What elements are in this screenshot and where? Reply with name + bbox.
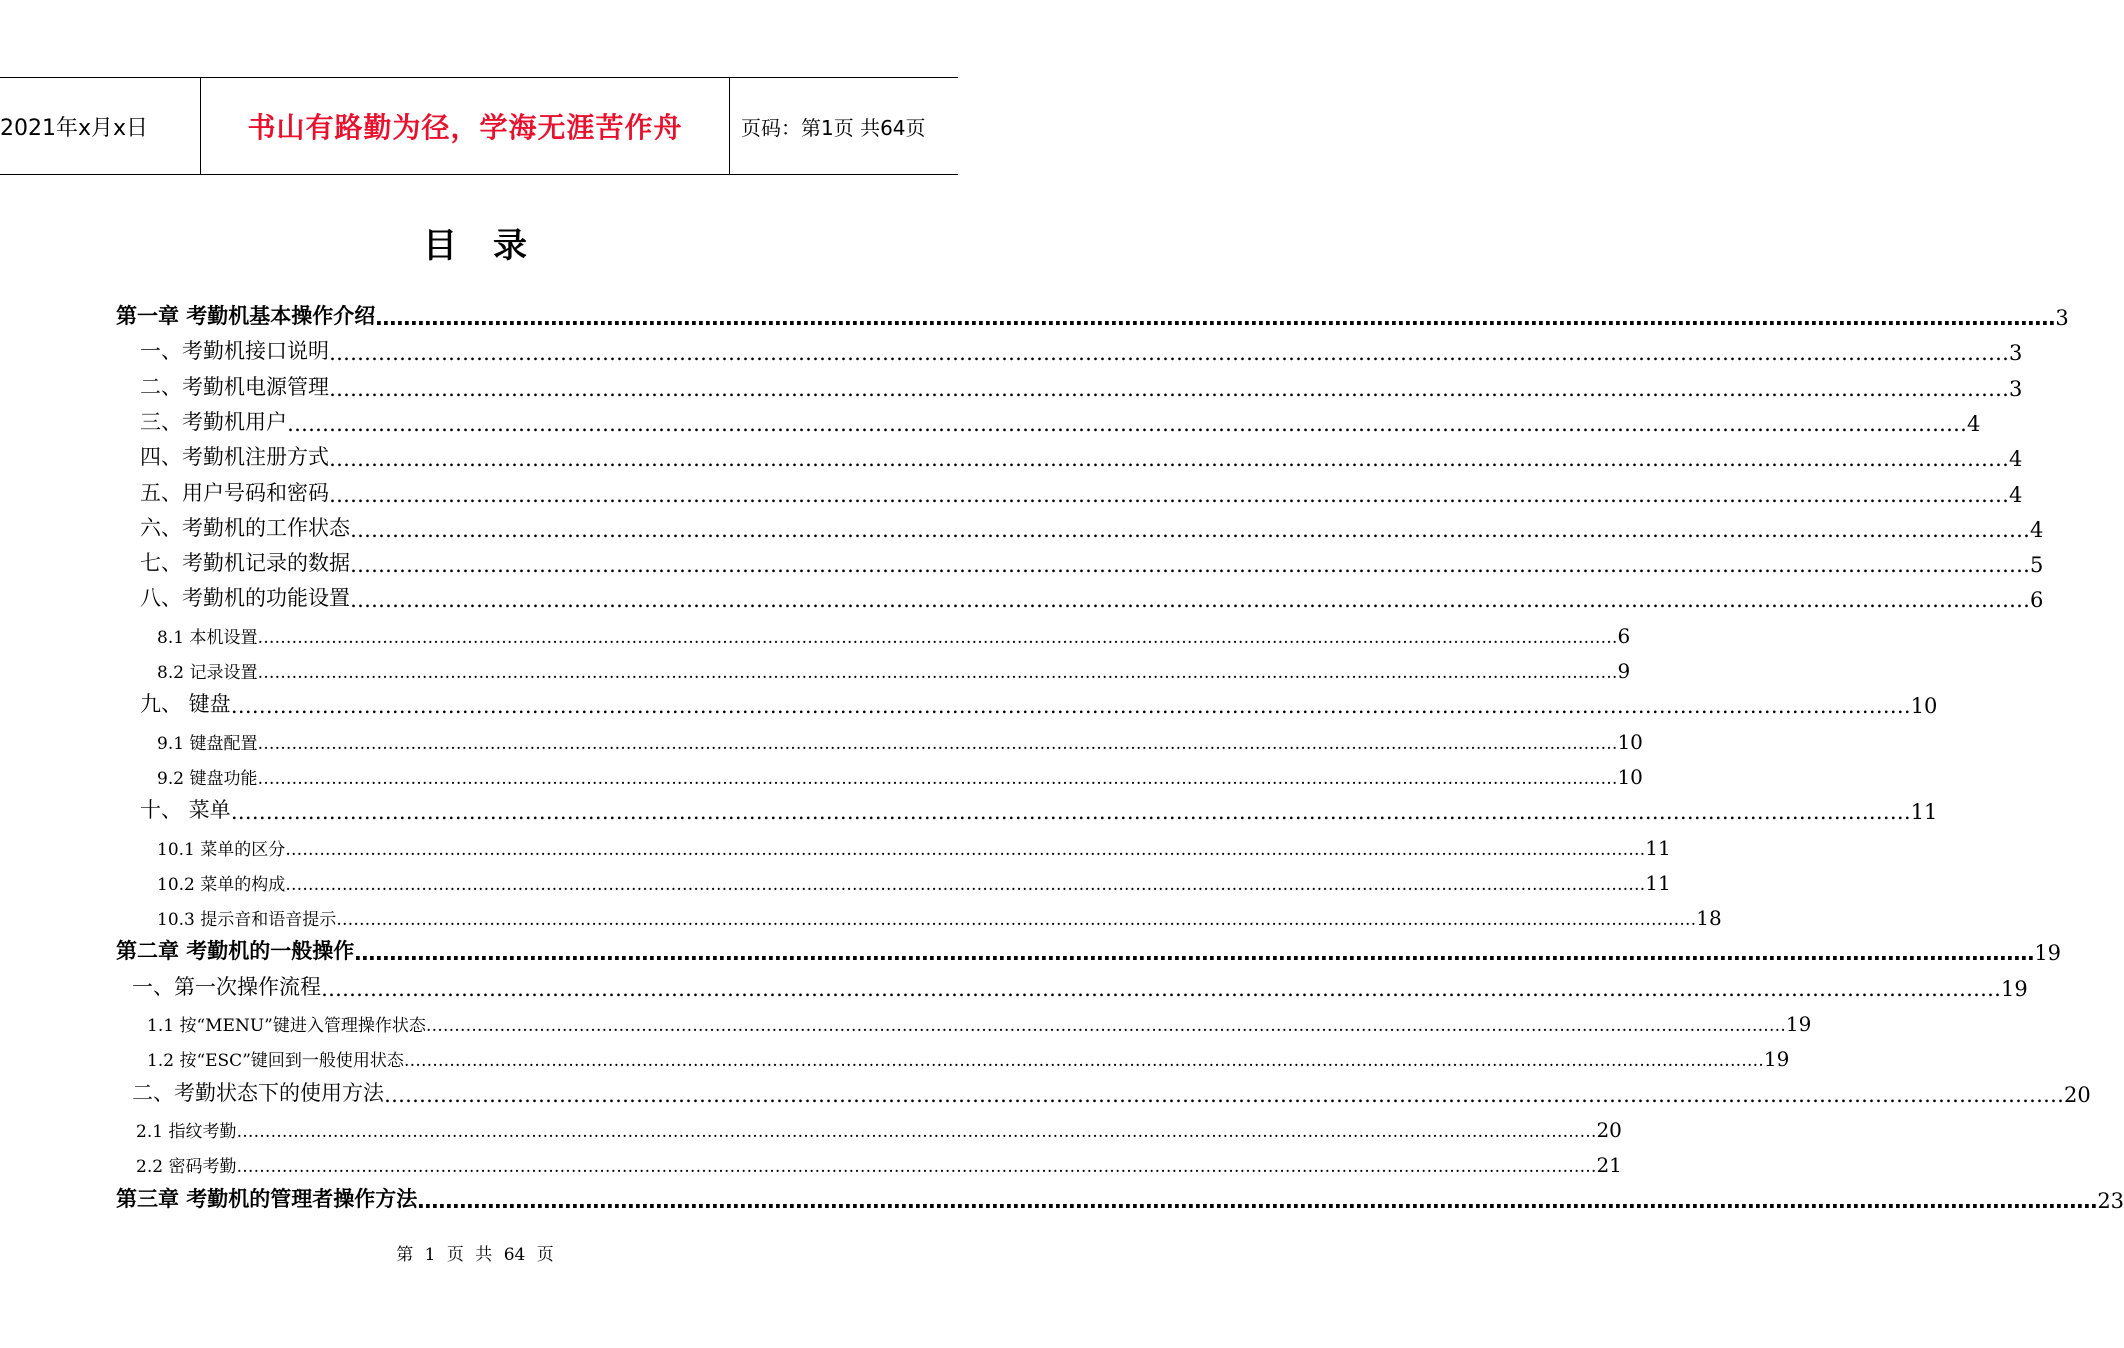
header-table <box>0 77 958 175</box>
toc-entry-page: 10 <box>1617 729 1643 754</box>
toc-entry-label: 10.1 菜单的区分 <box>157 839 286 860</box>
toc-entry-page: 6 <box>2030 588 2044 613</box>
page-footer: 第 1 页 共 64 页 <box>396 1245 554 1265</box>
header-motto: 书山有路勤为径，学海无涯苦作舟 <box>200 78 730 174</box>
toc-leader-dots: …………………………………………………………………………………………………………………………………………………………………………………………………………………… <box>285 839 1646 860</box>
toc-leader-dots: …………………………………………………………………………………………………………………………………………………………………………………………………………………… <box>329 341 2009 366</box>
toc-entry-label: 8.2 记录设置 <box>157 663 258 683</box>
toc-entry-label: 二、考勤机电源管理 <box>140 374 329 399</box>
toc-entry-page: 3 <box>2055 306 2069 330</box>
toc-entry[interactable] <box>140 507 2044 542</box>
toc-entry[interactable] <box>140 330 2023 366</box>
toc-entry[interactable] <box>116 295 2069 330</box>
toc-entry-label: 9.1 键盘配置 <box>157 733 258 754</box>
toc-entry-page: 3 <box>2009 341 2023 366</box>
toc-leader-dots: …………………………………………………………………………………………………………………………………………………………………………………………………………………… <box>375 306 2056 330</box>
toc-entry[interactable] <box>140 542 2044 578</box>
toc-leader-dots: …………………………………………………………………………………………………………………………………………………………………………………………………………………… <box>285 874 1646 895</box>
toc-entry-label: 二、考勤状态下的使用方法 <box>132 1080 384 1105</box>
toc-entry[interactable] <box>157 648 1631 683</box>
toc-entry[interactable] <box>157 895 1722 931</box>
toc-entry-page: 20 <box>1596 1117 1622 1142</box>
toc-entry-page: 18 <box>1696 906 1722 931</box>
toc-entry[interactable] <box>140 436 2023 472</box>
toc-entry[interactable] <box>157 719 1643 754</box>
toc-leader-dots: …………………………………………………………………………………………………………………………………………………………………………………………………………………… <box>329 447 2009 472</box>
toc-entry-label: 10.3 提示音和语音提示 <box>157 910 337 931</box>
toc-entry-page: 6 <box>1617 623 1631 648</box>
toc-leader-dots: …………………………………………………………………………………………………………………………………………………………………………………………………………………… <box>236 1157 1597 1178</box>
toc-entry-label: 三、考勤机用户 <box>140 409 287 434</box>
toc-entry-label: 1.1 按“MENU”键进入管理操作状态 <box>147 1016 426 1036</box>
toc-entry-page: 19 <box>1785 1012 1812 1036</box>
toc-entry-label: 六、考勤机的工作状态 <box>140 515 350 540</box>
toc-entry-page: 23 <box>2097 1188 2124 1213</box>
toc-entry[interactable] <box>140 789 1938 825</box>
toc-entry-page: 20 <box>2064 1082 2091 1107</box>
toc-leader-dots: …………………………………………………………………………………………………………………………………………………………………………………………………………………… <box>230 800 1911 825</box>
toc-leader-dots: …………………………………………………………………………………………………………………………………………………………………………………………………………………… <box>417 1188 2098 1213</box>
toc-entry-page: 4 <box>1967 411 1981 436</box>
toc-entry-label: 一、第一次操作流程 <box>132 974 321 999</box>
toc-leader-dots: …………………………………………………………………………………………………………………………………………………………………………………………………………………… <box>257 768 1618 789</box>
toc-entry-page: 11 <box>1645 835 1671 860</box>
toc-entry[interactable] <box>140 401 1981 436</box>
toc-entry-page: 4 <box>2030 517 2044 542</box>
toc-entry-label: 8.1 本机设置 <box>157 627 258 648</box>
toc-entry-label: 第三章 考勤机的管理者操作方法 <box>116 1186 418 1211</box>
toc-entry[interactable] <box>136 1107 1622 1142</box>
toc-leader-dots: …………………………………………………………………………………………………………………………………………………………………………………………………………………… <box>350 588 2030 613</box>
toc-entry-label: 第二章 考勤机的一般操作 <box>116 939 355 964</box>
page-title: 目录 <box>423 226 563 266</box>
toc-leader-dots: …………………………………………………………………………………………………………………………………………………………………………………………………………………… <box>230 694 1911 719</box>
toc-entry-label: 五、用户号码和密码 <box>140 480 329 505</box>
toc-leader-dots: …………………………………………………………………………………………………………………………………………………………………………………………………………………… <box>403 1051 1764 1072</box>
toc-entry[interactable] <box>147 1001 1812 1036</box>
toc-entry-page: 5 <box>2030 553 2044 578</box>
header-date: 2021年x月x日 <box>0 115 149 141</box>
toc-leader-dots: …………………………………………………………………………………………………………………………………………………………………………………………………………………… <box>384 1082 2064 1107</box>
toc-entry-page: 11 <box>1645 870 1671 895</box>
toc-entry[interactable] <box>147 1036 1790 1072</box>
toc-leader-dots: …………………………………………………………………………………………………………………………………………………………………………………………………………………… <box>257 733 1618 754</box>
toc-entry[interactable] <box>132 966 2028 1001</box>
toc-entry[interactable] <box>157 860 1671 895</box>
toc-entry-label: 十、 菜单 <box>140 798 231 823</box>
toc-leader-dots: …………………………………………………………………………………………………………………………………………………………………………………………………………………… <box>329 376 2009 401</box>
toc-entry-label: 10.2 菜单的构成 <box>157 874 286 895</box>
toc-entry[interactable] <box>157 825 1671 860</box>
header-page-info: 页码：第1页 共64页 <box>741 115 926 140</box>
toc-leader-dots: …………………………………………………………………………………………………………………………………………………………………………………………………………………… <box>336 910 1697 931</box>
toc-entry[interactable] <box>140 472 2023 507</box>
toc-leader-dots: …………………………………………………………………………………………………………………………………………………………………………………………………………………… <box>287 411 1967 436</box>
toc-entry[interactable] <box>140 683 1938 719</box>
toc-entry-page: 4 <box>2009 482 2023 507</box>
toc-entry-page: 9 <box>1617 659 1631 683</box>
toc-leader-dots: …………………………………………………………………………………………………………………………………………………………………………………………………………………… <box>257 663 1618 683</box>
toc-entry[interactable] <box>116 1178 2124 1213</box>
toc-entry-page: 3 <box>2009 376 2023 401</box>
toc-entry-label: 八、考勤机的功能设置 <box>140 586 350 611</box>
toc-leader-dots: …………………………………………………………………………………………………………………………………………………………………………………………………………………… <box>257 627 1618 648</box>
toc-entry[interactable] <box>140 577 2044 613</box>
toc-entry-label: 9.2 键盘功能 <box>157 768 258 789</box>
toc-leader-dots: …………………………………………………………………………………………………………………………………………………………………………………………………………………… <box>329 482 2009 507</box>
toc-entry[interactable] <box>116 930 2062 966</box>
toc-leader-dots: …………………………………………………………………………………………………………………………………………………………………………………………………………………… <box>425 1016 1786 1036</box>
toc-entry[interactable] <box>140 366 2023 401</box>
toc-entry[interactable] <box>157 613 1631 648</box>
toc-entry-label: 七、考勤机记录的数据 <box>140 551 350 576</box>
toc-entry[interactable] <box>132 1072 2091 1107</box>
toc-entry-page: 19 <box>2001 976 2028 1001</box>
toc-entry-page: 4 <box>2009 447 2023 472</box>
toc-leader-dots: …………………………………………………………………………………………………………………………………………………………………………………………………………………… <box>354 941 2035 966</box>
toc-entry-label: 一、考勤机接口说明 <box>140 339 329 364</box>
toc-entry[interactable] <box>157 754 1643 789</box>
toc-entry-page: 19 <box>1763 1047 1790 1072</box>
toc-entry-page: 10 <box>1617 764 1643 789</box>
toc-leader-dots: …………………………………………………………………………………………………………………………………………………………………………………………………………………… <box>321 976 2001 1001</box>
toc-entry-page: 10 <box>1910 694 1938 719</box>
toc-leader-dots: …………………………………………………………………………………………………………………………………………………………………………………………………………………… <box>350 517 2030 542</box>
toc-entry-label: 2.1 指纹考勤 <box>136 1121 237 1142</box>
toc-leader-dots: …………………………………………………………………………………………………………………………………………………………………………………………………………………… <box>236 1121 1597 1142</box>
toc-entry-label: 1.2 按“ESC”键回到一般使用状态 <box>147 1051 404 1072</box>
toc-entry-page: 11 <box>1910 800 1938 825</box>
toc-entry-label: 四、考勤机注册方式 <box>140 445 329 470</box>
toc-leader-dots: …………………………………………………………………………………………………………………………………………………………………………………………………………………… <box>350 553 2030 578</box>
toc-entry-label: 第一章 考勤机基本操作介绍 <box>116 304 376 328</box>
toc-entry-label: 九、 键盘 <box>140 692 231 717</box>
toc-entry[interactable] <box>136 1142 1622 1178</box>
toc-entry-page: 19 <box>2034 941 2062 966</box>
toc-entry-page: 21 <box>1596 1153 1622 1178</box>
toc-entry-label: 2.2 密码考勤 <box>136 1157 237 1178</box>
